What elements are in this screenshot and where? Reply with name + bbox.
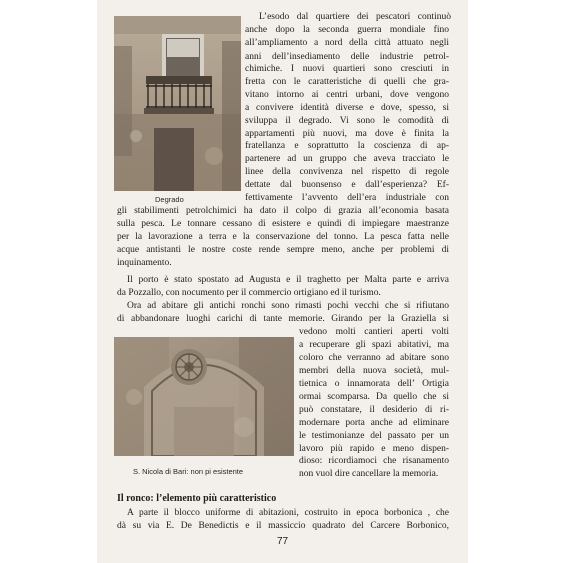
text-line: modernare porta anche ad eliminare: [299, 418, 449, 428]
text-line: dà su via E. De Benedictis e il massiccio quadrato del Carcere Borbonico,: [117, 521, 449, 531]
text-line: a convivere identità diverse e dove, spesso, si: [245, 103, 449, 113]
text-line: le testimonianze del passato per un: [299, 431, 449, 441]
degrado-caption: Degrado: [155, 195, 184, 204]
text-line: inquinamento.: [117, 258, 172, 268]
text-line: sulla pesca. Le tonnare cessano di esistere e quindi di impiegare maestranze: [117, 219, 449, 229]
text-line: sviluppa il degrado. Vi sono le comodità di: [245, 116, 449, 126]
page-number: 77: [277, 536, 289, 547]
san-nicola-caption: S. Nicola di Bari: non pi esistente: [133, 467, 244, 476]
text-line: vedono molti cantieri aperti volti: [299, 327, 449, 337]
text-line: anche dopo la seconda guerra mondiale fino: [245, 25, 449, 35]
text-line: appartamenti più nuovi, ma dove è finita la: [245, 129, 449, 139]
degrado-photo: [114, 16, 241, 191]
text-line: può constatare, il desiderio di ri-: [299, 405, 449, 415]
text-line: fretta con le caratteristiche di quelli che gra-: [245, 77, 449, 87]
text-line: Ora ad abitare gli antichi ronchi sono rimasti pochi vecchi che si rifiutano: [127, 301, 449, 311]
text-line: partenere ad un gruppo che aveva tracciato le: [245, 154, 449, 164]
text-line: acque antistanti le nostre coste rende sempre meno, anche per problemi di: [117, 245, 449, 255]
text-line: a recuperare gli spazi abitativi, ma: [299, 340, 449, 350]
text-line: chimiche. I nuovi quartieri sono cresciuti in: [245, 64, 449, 74]
text-line: A parte il blocco uniforme di abitazioni, costruito in epoca borbonica , che: [127, 508, 449, 518]
text-line: anni dell’insediamento delle industrie petrol-: [245, 52, 449, 62]
text-line: dettate dal buonsenso e dall’esperienza? Ef-: [245, 180, 449, 190]
text-line: L’esodo dal quartiere dei pescatori continuò: [259, 12, 451, 22]
text-line: lavoro più rapido e meno dispen-: [299, 444, 449, 454]
text-line: per la lavorazione a terra e la conservazione del tonno. La pesca fatta nelle: [117, 232, 449, 242]
text-line: all’ampliamento a nord della città attuato negli: [245, 38, 449, 48]
text-line: fratellanza e soprattutto la coscienza di ap-: [245, 141, 449, 151]
text-line: ormai scomparsa. Da quello che si: [299, 392, 449, 402]
text-line: da Pozzallo, con nocumento per il commercio ortigiano ed il turismo.: [117, 288, 381, 298]
section-heading: Il ronco: l’elemento più caratteristico: [117, 493, 277, 504]
san-nicola-photo: [114, 337, 294, 456]
text-line: linee della convivenza nel rispetto di regole: [245, 167, 449, 177]
text-line: di abbandonare luoghi carichi di tante memorie. Girando per la Graziella si: [117, 314, 449, 324]
text-line: membri della nuova società, mul-: [299, 366, 449, 376]
text-line: Il porto è stato spostato ad Augusta e il traghetto per Malta parte e arriva: [127, 275, 449, 285]
text-line: non vuol dire cancellare la memoria.: [299, 469, 439, 479]
text-line: gli stabilimenti petrolchimici ha dato il colpo di grazia all’economia basata: [117, 206, 449, 216]
book-page: [97, 0, 468, 563]
text-line: coloro che verranno ad abitare sono: [299, 353, 449, 363]
text-line: tietnica o innamorata dell’ Ortigia: [299, 379, 449, 389]
text-line: fettivamente l’avvento dell’era industriale con: [245, 193, 449, 203]
text-line: vitano intorno ai centri urbani, dove vengono: [245, 90, 449, 100]
text-line: dioso: ricordiamoci che risanamento: [299, 456, 449, 466]
